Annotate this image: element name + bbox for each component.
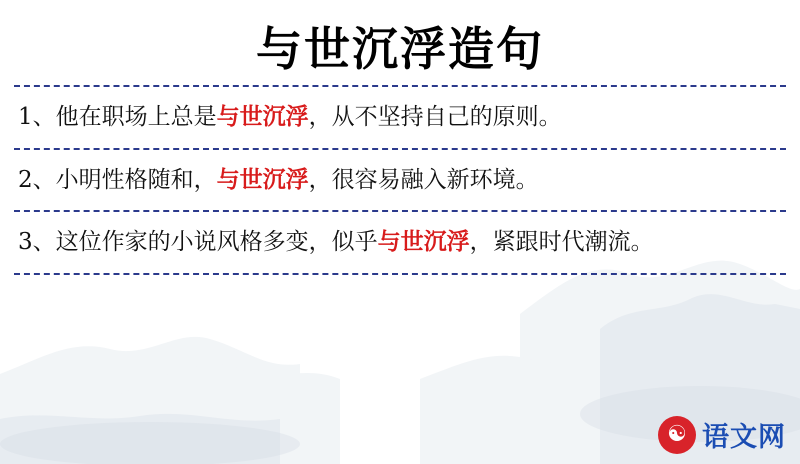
list-item [0, 87, 800, 148]
sentence-index: 2、 [18, 166, 56, 193]
sentence-list [0, 87, 800, 275]
sentence-text-after: ，很容易融入新环境。 [308, 166, 539, 193]
sentence-text-before: 小明性格随和， [55, 166, 217, 193]
page-title: 与世沉浮造句 [256, 22, 544, 76]
sentence-index: 3、 [18, 229, 56, 256]
divider-bottom [14, 273, 786, 275]
sentence-text-after: ，从不坚持自己的原则。 [308, 104, 562, 131]
list-item [0, 212, 800, 273]
sentence-text-before: 这位作家的小说风格多变，似乎 [55, 229, 378, 256]
sentence-text-before: 他在职场上总是 [55, 104, 217, 131]
sentence-index: 1、 [18, 104, 56, 131]
list-item [0, 150, 800, 211]
site-watermark [658, 415, 786, 454]
watermark-text: 语文网 [702, 422, 786, 453]
yuwen-logo-icon: ☯ [658, 416, 696, 454]
sentence-highlight: 与世沉浮 [216, 103, 309, 131]
sentence-text-after: ，紧跟时代潮流。 [469, 229, 654, 256]
sentence-highlight: 与世沉浮 [377, 228, 470, 256]
sentence-highlight: 与世沉浮 [216, 165, 309, 193]
